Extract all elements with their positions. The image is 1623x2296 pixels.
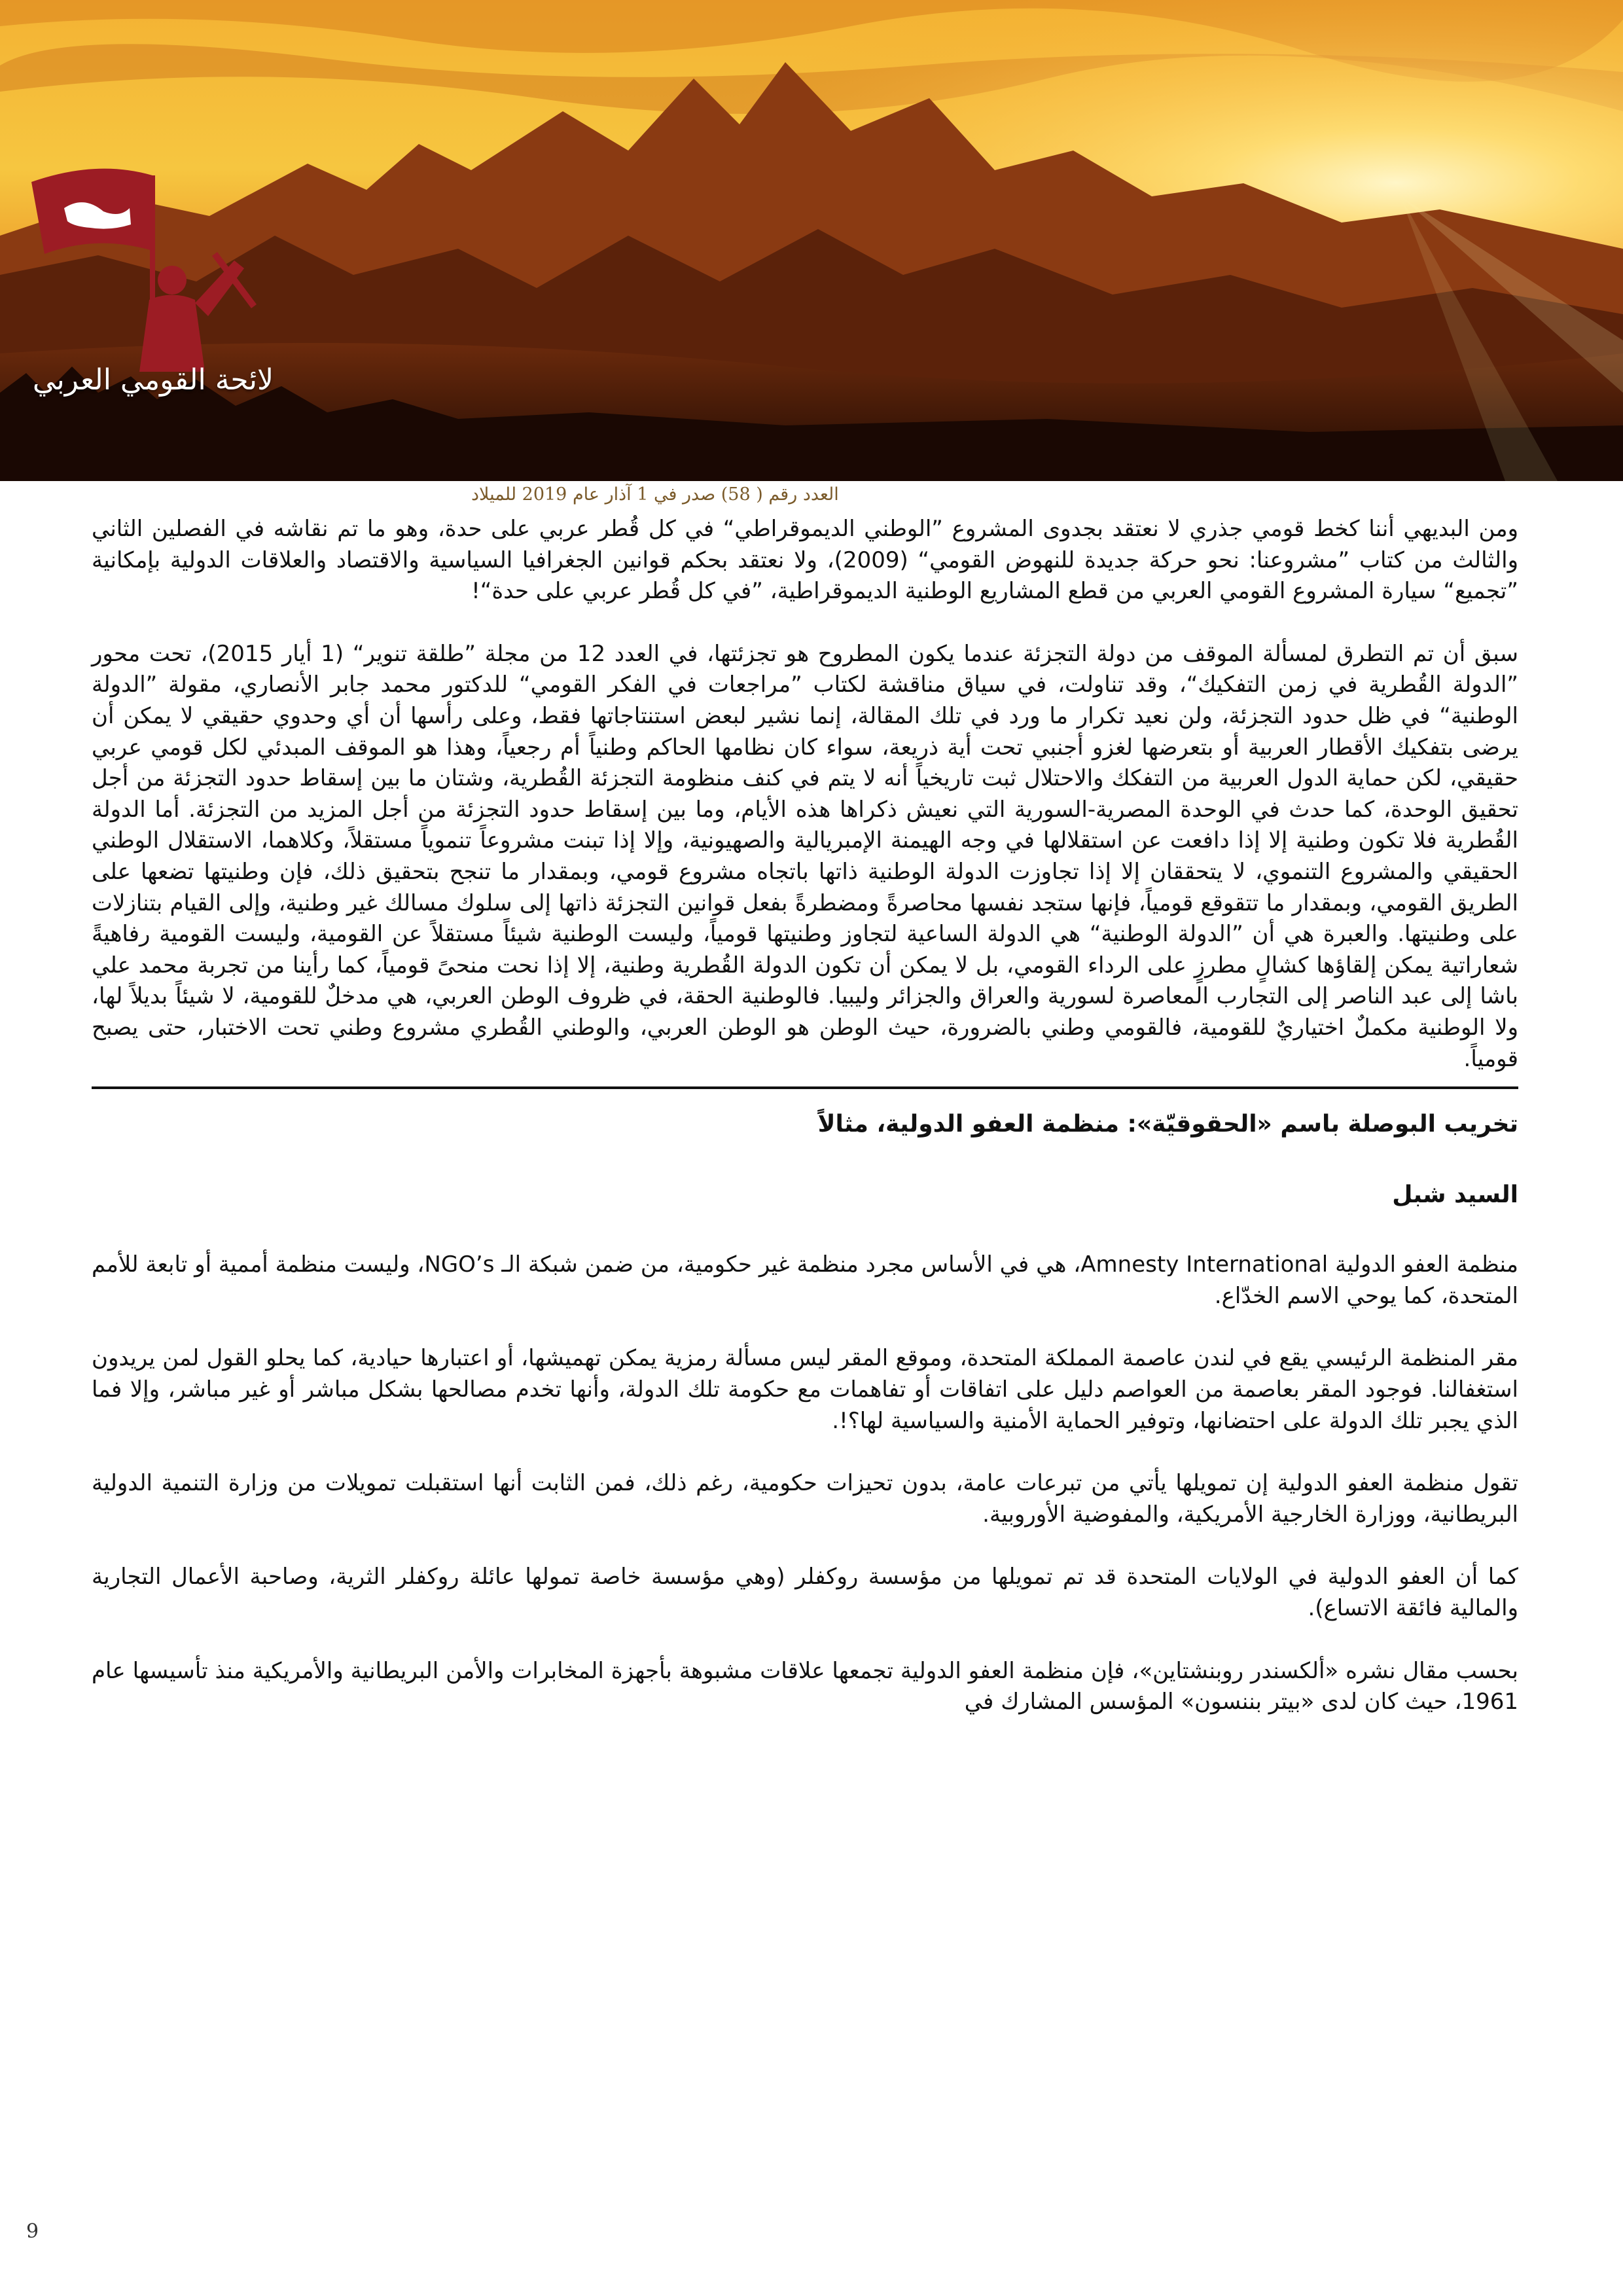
page-number: 9: [26, 2220, 39, 2243]
article-paragraph-2: مقر المنظمة الرئيسي يقع في لندن عاصمة المملكة المتحدة، وموقع المقر ليس مسألة رمزية يمكن تهميشها، أو اعتبارها حيادية، كما يحلو القول لمن يريدون استغفالنا. فوجود المقر بعاصمة من العواصم دليل على اتفاقات أو تفاهمات مع حكومة تلك الدولة، وأنها تخدم مصالحها بشكل مباشر أو غير مباشر، وإلا فما الذي يجبر تلك الدولة على احتضانها، وتوفير الحماية الأمنية والسياسية لها؟!.: [92, 1345, 1518, 1434]
article-paragraph-5: بحسب مقال نشره «ألكسندر روبنشتاين»، فإن منظمة العفو الدولية تجمعها علاقات مشبوهة بأجهزة المخابرات والأمن البريطانية والأمريكية منذ تأسيسها عام 1961، حيث كان لدى «بيتر بننسون» المؤسس المشارك في: [92, 1657, 1518, 1715]
article-content: [92, 514, 1518, 1749]
intro-paragraph-1: ومن البديهي أننا كخط قومي جذري لا نعتقد بجدوى المشروع ”الوطني الديموقراطي“ في كل قُطر عربي على حدة، وهو ما تم نقاشه في الفصلين الثاني والثالث من كتاب ”مشروعنا: نحو حركة جديدة للنهوض القومي“ (2009)، ولا نعتقد بحكم قوانين الجغرافيا السياسية والاقتصاد والعلاقات الدولية بإمكانية ”تجميع“ سيارة المشروع القومي العربي من قطع المشاريع الوطنية الديموقراطية، ”في كل قُطر عربي على حدة“!: [92, 516, 1518, 605]
section-divider: [92, 1086, 1518, 1089]
intro-paragraph-2: سبق أن تم التطرق لمسألة الموقف من دولة التجزئة عندما يكون المطروح هو تجزئتها، في العدد 12 من مجلة ”طلقة تنوير“ (1 أيار 2015)، تحت محور ”الدولة القُطرية في زمن التفكيك“، وقد تناولت، في سياق مناقشة لكتاب ”مراجعات في الفكر القومي“ للدكتور محمد جابر الأنصاري، مقولة ”الدولة الوطنية“ في ظل حدود التجزئة، ولن نعيد تكرار ما ورد في تلك المقالة، إنما نشير لبعض استنتاجاتها فقط، وعلى رأسها أن أي وحدوي حقيقي لا يمكن أن يرضى بتفكيك الأقطار العربية أو بتعرضها لغزو أجنبي تحت أية ذريعة، سواء كان نظامها الحاكم وطنياً أم رجعياً، وهذا هو الموقف المبدئي لكل قومي عربي حقيقي، لكن حماية الدول العربية من التفكك والاحتلال ثبت تاريخياً أنه لا يتم في كنف منظومة التجزئة القُطرية، وشتان ما بين إسقاط حدود التجزئة من أجل تحقيق الوحدة، كما حدث في الوحدة المصرية-السورية التي نعيش ذكراها هذه الأيام، وما بين إسقاط حدود التجزئة من أجل المزيد من التجزئة. أما الدولة القُطرية فلا تكون وطنية إلا إذا دافعت عن استقلالها في وجه الهيمنة الإمبريالية والصهيونية، وإلا إذا تبنت مشروعاً تنموياً مستقلاً، وكلاهما، الاستقلال الوطني الحقيقي والمشروع التنموي، لا يتحققان إلا إذا تجاوزت الدولة الوطنية ذاتها باتجاه مشروع قومي، وبمقدار ما تنجح بتحقيق ذلك، فإن وطنيتها تضعها على الطريق القومي، وبمقدار ما تتقوقع قومياً، فإنها ستجد نفسها محاصرةً ومضطرةً بفعل قوانين التجزئة ذاتها إلى سلوك مسالك غير وطنية، وإلى القيام بتنازلات على وطنيتها. والعبرة هي أن ”الدولة الوطنية“ هي الدولة الساعية لتجاوز وطنيتها قومياً، وليست الوطنية شيئاً مستقلاً عن القومية، وليست القومية رفاهيةً شعاراتية يمكن إلقاؤها كشالٍ مطرزٍ على الرداء القومي، بل لا يمكن أن تكون الدولة القُطرية وطنية، إلا إذا نحت منحىً قومياً، كما رأينا من تجربة محمد علي باشا إلى عبد الناصر إلى التجارب المعاصرة لسورية والعراق والجزائر وليبيا. فالوطنية الحقة، في ظروف الوطن العربي، هي مدخلٌ للقومية، لا شيئاً بديلاً لها، ولا الوطنية مكملٌ اختياريٌ للقومية، فالقومي وطني بالضرورة، حيث الوطن هو الوطن العربي، والوطني القُطري مشروع وطني تحت الاختبار، حتى يصبح قومياً.: [92, 640, 1519, 1072]
article-paragraph-1: منظمة العفو الدولية Amnesty International، هي في الأساس مجرد منظمة غير حكومية، من ضمن شبكة الـ NGO’s، وليست منظمة أممية أو تابعة للأمم المتحدة، كما يوحي الاسم الخدّاع.: [92, 1251, 1519, 1309]
article-paragraph-4: كما أن العفو الدولية في الولايات المتحدة قد تم تمويلها من مؤسسة روكفلر (وهي مؤسسة خاصة تمولها عائلة روكفلر الثرية، وصاحبة الأعمال التجارية والمالية فائقة الاتساع).: [92, 1564, 1518, 1622]
article-title: تخريب البوصلة باسم «الحقوقيّة»: منظمة العفو الدولية، مثالاً: [817, 1111, 1518, 1138]
article-paragraph-3: تقول منظمة العفو الدولية إن تمويلها يأتي من تبرعات عامة، بدون تحيزات حكومية، رغم ذلك، فمن الثابت أنها استقبلت تمويلات من وزارة التنمية الدولية البريطانية، ووزارة الخارجية الأمريكية، والمفوضية الأوروبية.: [92, 1470, 1518, 1528]
logo-caption: لائحة القومي العربي: [32, 363, 274, 397]
header-banner: [0, 0, 1623, 481]
article-author: السيد شبل: [1392, 1181, 1518, 1208]
issue-line: العدد رقم ( 58) صدر في 1 آذار عام 2019 للميلاد: [471, 484, 839, 505]
